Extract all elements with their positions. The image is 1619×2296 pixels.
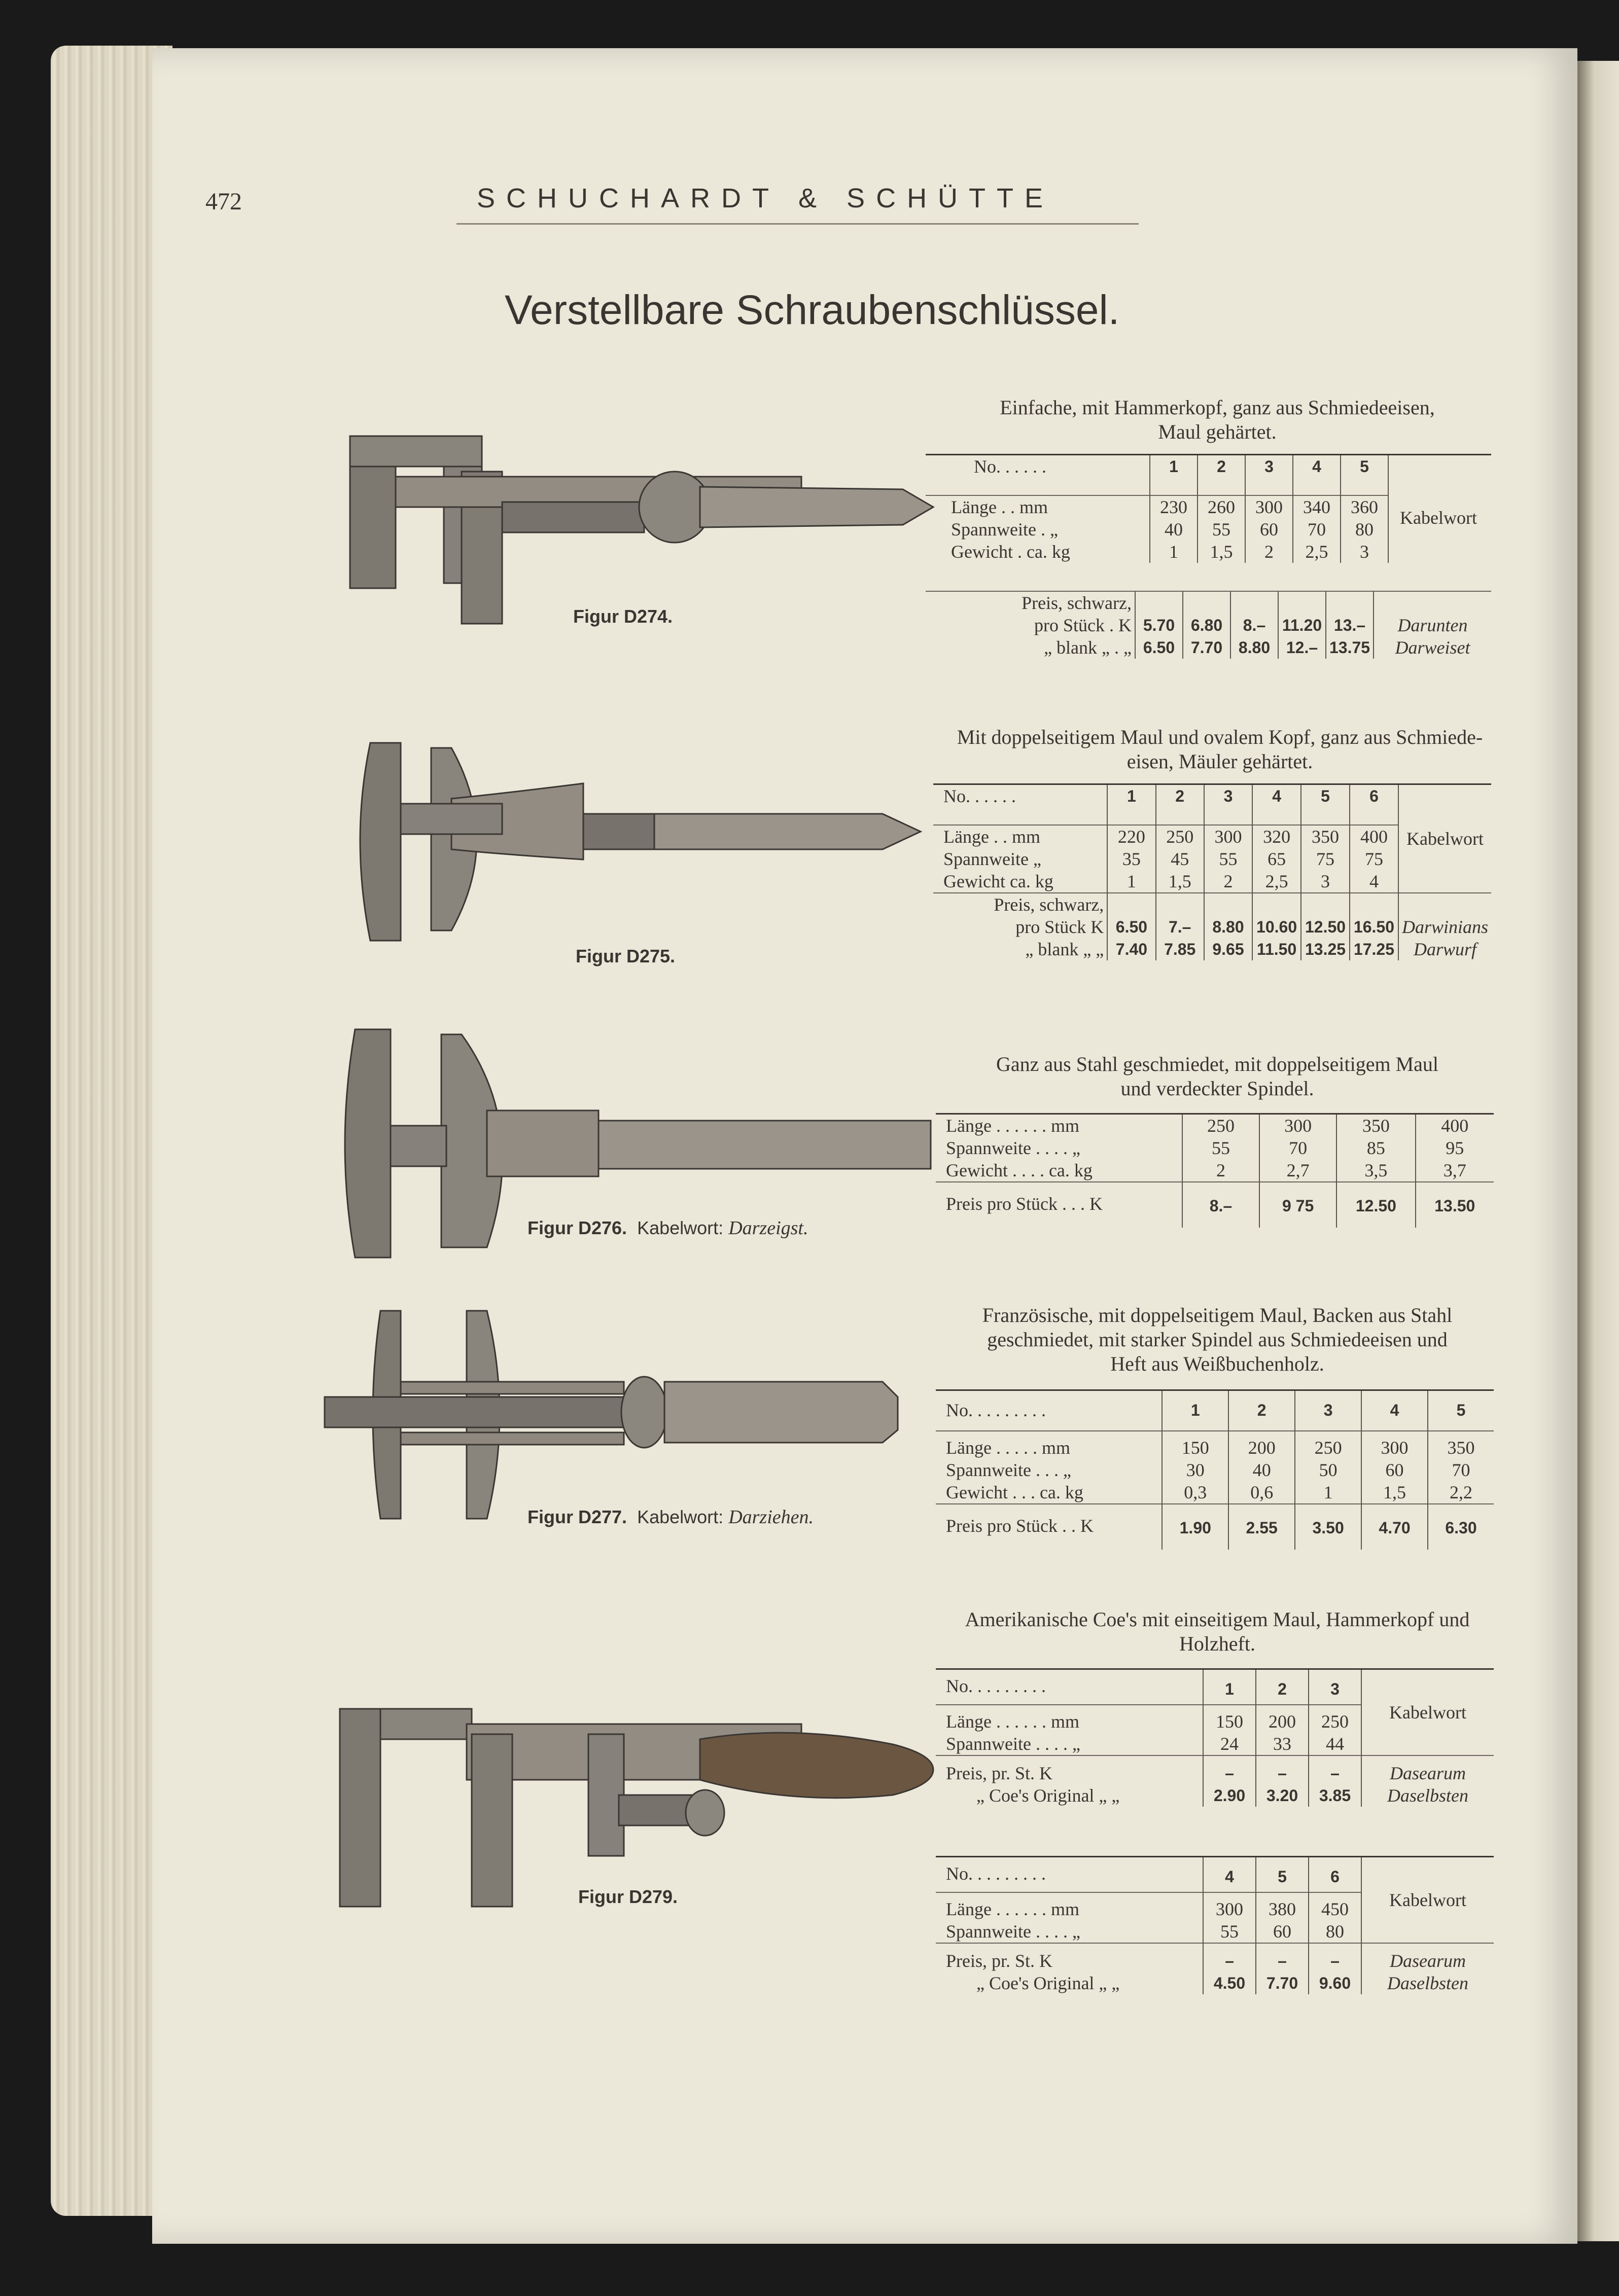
code-word: Darwurf: [1413, 939, 1476, 959]
no-cell: 3: [1309, 1669, 1361, 1705]
cell: 230: [1160, 496, 1187, 517]
desc-line: Mit doppelseitigem Maul und ovalem Kopf, ganz aus Schmiede-: [957, 726, 1483, 748]
cell: 70: [1289, 1138, 1308, 1158]
price-cell: 11.20: [1282, 616, 1322, 634]
desc-line: geschmiedet, mit starker Spindel aus Schmiedeeisen und: [987, 1328, 1448, 1351]
row-label: Gewicht . ca. kg: [951, 541, 1070, 562]
cell: 450: [1321, 1898, 1349, 1919]
code-word: Daselbsten: [1387, 1972, 1468, 1993]
cell: 85: [1366, 1138, 1385, 1158]
wrench-d279-illustration: [335, 1704, 943, 1917]
no-cell: 1: [1203, 1669, 1256, 1705]
price-cell: 7.70: [1266, 1974, 1298, 1992]
price-cell: –: [1278, 1764, 1287, 1782]
desc-line: Amerikanische Coe's mit einseitigem Maul, Hammerkopf und: [965, 1608, 1470, 1631]
price-cell: –: [1278, 1951, 1287, 1970]
price-cell: 13.50: [1416, 1182, 1494, 1228]
cell: 55: [1220, 1921, 1239, 1942]
section-5-description: [948, 1607, 1486, 1656]
cell: 250: [1207, 1116, 1235, 1136]
price-cell: 16.50: [1353, 917, 1394, 936]
price-cell: 7.40: [1115, 940, 1148, 958]
price-label: Preis pro Stück . . . K: [936, 1182, 1182, 1228]
cell: 0,6: [1250, 1482, 1274, 1502]
kabelwort-word: Darziehen.: [728, 1506, 814, 1528]
cell: 300: [1284, 1116, 1312, 1136]
price-cell: 3.85: [1319, 1786, 1351, 1805]
price-cell: 3.50: [1295, 1504, 1361, 1550]
cell: 60: [1273, 1921, 1291, 1942]
cell: 2,7: [1286, 1160, 1310, 1180]
price-cell: 4.50: [1213, 1974, 1246, 1992]
row-label: Gewicht . . . . ca. kg: [946, 1160, 1093, 1180]
no-label: No. . . . . . . . .: [936, 1857, 1203, 1892]
price-cell: –: [1330, 1764, 1340, 1782]
header-rule: [456, 223, 1139, 225]
cell: 33: [1273, 1733, 1291, 1754]
figure-caption-d277: [527, 1506, 814, 1528]
cell: 3,7: [1443, 1160, 1466, 1180]
desc-line: und verdeckter Spindel.: [1120, 1077, 1314, 1100]
no-cell: 1: [1150, 455, 1198, 495]
code-word: Daselbsten: [1387, 1785, 1468, 1806]
price-label: pro Stück K: [1015, 916, 1104, 937]
price-cell: 7.–: [1168, 917, 1191, 936]
cell: 150: [1216, 1711, 1243, 1732]
kabelwort-label: Kabelwort: [1389, 1889, 1466, 1910]
price-cell: 2.55: [1228, 1504, 1295, 1550]
cell: 1: [1323, 1482, 1333, 1502]
no-label: No. . . . . . . . .: [936, 1669, 1203, 1705]
cell: 320: [1263, 826, 1291, 847]
row-label: Spannweite . . . . „: [946, 1138, 1080, 1158]
cell: 65: [1268, 848, 1286, 869]
desc-line: Heft aus Weißbuchenholz.: [1110, 1352, 1324, 1375]
wrench-d274-illustration: [345, 431, 954, 634]
no-cell: 6: [1309, 1857, 1361, 1892]
cell: 2: [1223, 871, 1233, 891]
price-cell: 8.80: [1238, 638, 1271, 657]
figure-caption-d276: [527, 1217, 808, 1239]
no-cell: 6: [1350, 784, 1398, 825]
cell: 75: [1364, 848, 1383, 869]
cell: 3,5: [1364, 1160, 1388, 1180]
price-cell: 1.90: [1162, 1504, 1228, 1550]
price-cell: 9 75: [1259, 1182, 1336, 1228]
cell: 300: [1214, 826, 1242, 847]
cell: 2: [1216, 1160, 1225, 1180]
section-4-description: [954, 1303, 1481, 1376]
kabelwort-prefix: Kabelwort:: [637, 1506, 724, 1527]
price-cell: 12.–: [1286, 638, 1318, 657]
cell: 50: [1319, 1459, 1338, 1480]
no-cell: 4: [1203, 1857, 1256, 1892]
cell: 200: [1269, 1711, 1296, 1732]
price-table-d274: [926, 591, 1491, 659]
row-label: Spannweite . . . . „: [946, 1733, 1080, 1754]
cell: 3: [1360, 541, 1369, 562]
cell: 340: [1303, 496, 1330, 517]
price-cell: 9.65: [1212, 940, 1244, 958]
cell: 250: [1321, 1711, 1349, 1732]
price-cell: 12.50: [1305, 917, 1346, 936]
no-label: No. . . . . . . . .: [936, 1390, 1162, 1431]
cell: 1,5: [1168, 871, 1191, 891]
price-label: pro Stück . K: [1034, 615, 1132, 635]
figure-label: Figur D277.: [527, 1506, 627, 1527]
section-1-description: [959, 396, 1476, 444]
price-label: „ blank „ . „: [1044, 637, 1132, 658]
no-cell: 2: [1156, 784, 1204, 825]
price-cell: –: [1330, 1951, 1340, 1970]
row-label: Länge . . mm: [943, 826, 1040, 847]
price-cell: –: [1225, 1951, 1234, 1970]
price-label: Preis, pr. St. K: [946, 1763, 1053, 1783]
price-cell: 10.60: [1256, 917, 1297, 936]
no-cell: 2: [1256, 1669, 1309, 1705]
no-cell: 5: [1301, 784, 1350, 825]
cell: 75: [1316, 848, 1334, 869]
cell: 55: [1211, 1138, 1230, 1158]
code-word: Darweiset: [1395, 637, 1470, 658]
section-2-description: [923, 725, 1517, 774]
cell: 35: [1122, 848, 1141, 869]
cell: 55: [1212, 519, 1230, 540]
price-cell: 2.90: [1213, 1786, 1246, 1805]
cell: 260: [1208, 496, 1235, 517]
running-head: SCHUCHARDT & SCHÜTTE: [477, 183, 1054, 213]
figure-label: Figur D274.: [573, 606, 673, 627]
price-cell: 13.–: [1333, 616, 1366, 634]
cell: 60: [1260, 519, 1278, 540]
kabelwort-label: Kabelwort: [1406, 828, 1484, 849]
code-word: Dasearum: [1390, 1763, 1466, 1783]
no-cell: 5: [1256, 1857, 1309, 1892]
no-cell: 3: [1245, 455, 1293, 495]
spec-table-d279-b: [936, 1856, 1494, 1994]
no-label: No. . . . . .: [926, 455, 1150, 495]
no-cell: 3: [1295, 1390, 1361, 1431]
cell: 40: [1165, 519, 1183, 540]
desc-line: Französische, mit doppelseitigem Maul, Backen aus Stahl: [982, 1304, 1453, 1326]
price-cell: 6.50: [1115, 917, 1148, 936]
cell: 350: [1312, 826, 1339, 847]
price-cell: 5.70: [1143, 616, 1175, 634]
cell: 380: [1269, 1898, 1296, 1919]
no-cell: 1: [1107, 784, 1155, 825]
price-cell: 9.60: [1319, 1974, 1351, 1992]
price-cell: 7.70: [1190, 638, 1223, 657]
row-label: Spannweite „: [943, 848, 1041, 869]
cell: 400: [1360, 826, 1388, 847]
cell: 200: [1248, 1437, 1276, 1458]
row-label: Spannweite . . . . „: [946, 1921, 1080, 1942]
no-cell: 2: [1198, 455, 1245, 495]
figure-caption-d279: [578, 1886, 678, 1908]
cell: 70: [1452, 1459, 1470, 1480]
price-cell: 8.80: [1212, 917, 1244, 936]
figure-label: Figur D275.: [576, 946, 676, 966]
cell: 300: [1381, 1437, 1409, 1458]
cell: 300: [1255, 496, 1283, 517]
cell: 2: [1264, 541, 1274, 562]
cell: 2,5: [1265, 871, 1288, 891]
no-label: No. . . . . .: [933, 784, 1107, 825]
cell: 2,5: [1305, 541, 1328, 562]
price-cell: 13.75: [1329, 638, 1370, 657]
row-label: Länge . . . . . . mm: [946, 1898, 1079, 1919]
cell: 30: [1186, 1459, 1205, 1480]
price-cell: 4.70: [1361, 1504, 1428, 1550]
cell: 1: [1127, 871, 1136, 891]
cell: 360: [1351, 496, 1378, 517]
kabelwort-prefix: Kabelwort:: [637, 1217, 724, 1238]
row-label: Länge . . . . . . mm: [946, 1711, 1079, 1732]
price-label: „ Coe's Original „ „: [976, 1785, 1120, 1806]
price-label: Preis, schwarz,: [1022, 593, 1132, 613]
no-cell: 4: [1293, 455, 1341, 495]
price-cell: 7.85: [1164, 940, 1196, 958]
spec-table-d279-a: [936, 1668, 1494, 1807]
price-label: „ Coe's Original „ „: [976, 1972, 1120, 1993]
row-label: Länge . . mm: [951, 496, 1048, 517]
cell: 1: [1169, 541, 1178, 562]
price-cell: –: [1225, 1764, 1234, 1782]
price-cell: 6.30: [1428, 1504, 1494, 1550]
spec-table-d275: [933, 783, 1491, 960]
no-cell: 5: [1428, 1390, 1494, 1431]
figure-label: Figur D276.: [527, 1217, 627, 1238]
page-number: 472: [205, 188, 242, 215]
desc-line: Holzheft.: [1179, 1632, 1255, 1655]
cell: 400: [1441, 1116, 1469, 1136]
row-label: Gewicht ca. kg: [943, 871, 1053, 891]
figure-label: Figur D279.: [578, 1886, 678, 1907]
cell: 95: [1446, 1138, 1464, 1158]
cell: 80: [1326, 1921, 1344, 1942]
cell: 45: [1171, 848, 1189, 869]
desc-line: Maul gehärtet.: [1158, 420, 1277, 443]
row-label: Gewicht . . . ca. kg: [946, 1482, 1083, 1502]
wrench-d275-illustration: [350, 738, 938, 951]
price-cell: 13.25: [1305, 940, 1346, 958]
price-label: Preis, schwarz,: [994, 894, 1104, 915]
code-word: Darunten: [1397, 615, 1468, 635]
row-label: Länge . . . . . mm: [946, 1437, 1070, 1458]
cell: 150: [1181, 1437, 1209, 1458]
figure-caption-d274: [573, 606, 673, 627]
price-label: Preis, pr. St. K: [946, 1950, 1053, 1971]
spec-table-d277: [936, 1389, 1494, 1550]
no-cell: 5: [1341, 455, 1388, 495]
price-label: „ blank „ „: [1025, 939, 1104, 959]
price-cell: 12.50: [1336, 1182, 1415, 1228]
cell: 3: [1321, 871, 1330, 891]
cell: 350: [1362, 1116, 1390, 1136]
row-label: Länge . . . . . . mm: [946, 1116, 1079, 1136]
cell: 1,5: [1210, 541, 1233, 562]
no-cell: 1: [1162, 1390, 1228, 1431]
price-cell: 6.50: [1143, 638, 1175, 657]
price-cell: 11.50: [1256, 940, 1297, 958]
desc-line: Einfache, mit Hammerkopf, ganz aus Schmiedeeisen,: [1000, 396, 1435, 419]
cell: 44: [1326, 1733, 1344, 1754]
cell: 250: [1314, 1437, 1342, 1458]
price-cell: 17.25: [1353, 940, 1394, 958]
price-cell: 3.20: [1266, 1786, 1298, 1805]
section-3-description: [954, 1052, 1481, 1101]
wrench-d277-illustration: [320, 1306, 908, 1529]
next-page-edge: [1577, 61, 1619, 2241]
cell: 60: [1385, 1459, 1404, 1480]
cell: 55: [1219, 848, 1238, 869]
desc-line: Ganz aus Stahl geschmiedet, mit doppelseitigem Maul: [996, 1053, 1439, 1075]
no-cell: 2: [1228, 1390, 1295, 1431]
code-word: Dasearum: [1390, 1950, 1466, 1971]
cell: 40: [1252, 1459, 1271, 1480]
desc-line: eisen, Mäuler gehärtet.: [1127, 750, 1313, 773]
cell: 80: [1355, 519, 1374, 540]
cell: 300: [1216, 1898, 1243, 1919]
spec-table-d276: [936, 1113, 1494, 1228]
page-title: Verstellbare Schraubenschlüssel.: [505, 287, 1120, 333]
cell: 350: [1447, 1437, 1475, 1458]
price-cell: 6.80: [1190, 616, 1223, 634]
kabelwort-label: Kabelwort: [1400, 508, 1477, 528]
cell: 1,5: [1383, 1482, 1406, 1502]
no-cell: 4: [1361, 1390, 1428, 1431]
cell: 2,2: [1450, 1482, 1472, 1502]
code-word: Darwinians: [1401, 916, 1488, 937]
price-cell: 8.–: [1243, 616, 1266, 634]
row-label: Spannweite . . . „: [946, 1459, 1071, 1480]
cell: 0,3: [1184, 1482, 1207, 1502]
cell: 24: [1220, 1733, 1239, 1754]
no-cell: 4: [1252, 784, 1301, 825]
cell: 250: [1166, 826, 1194, 847]
price-label: Preis pro Stück . . K: [936, 1504, 1162, 1550]
price-cell: 8.–: [1182, 1182, 1259, 1228]
cell: 4: [1369, 871, 1379, 891]
row-label: Spannweite . „: [951, 519, 1058, 540]
kabelwort-word: Darzeigst.: [728, 1217, 808, 1239]
figure-caption-d275: [576, 946, 675, 967]
no-cell: 3: [1204, 784, 1252, 825]
kabelwort-label: Kabelwort: [1389, 1702, 1466, 1723]
cell: 70: [1308, 519, 1326, 540]
cell: 220: [1117, 826, 1145, 847]
